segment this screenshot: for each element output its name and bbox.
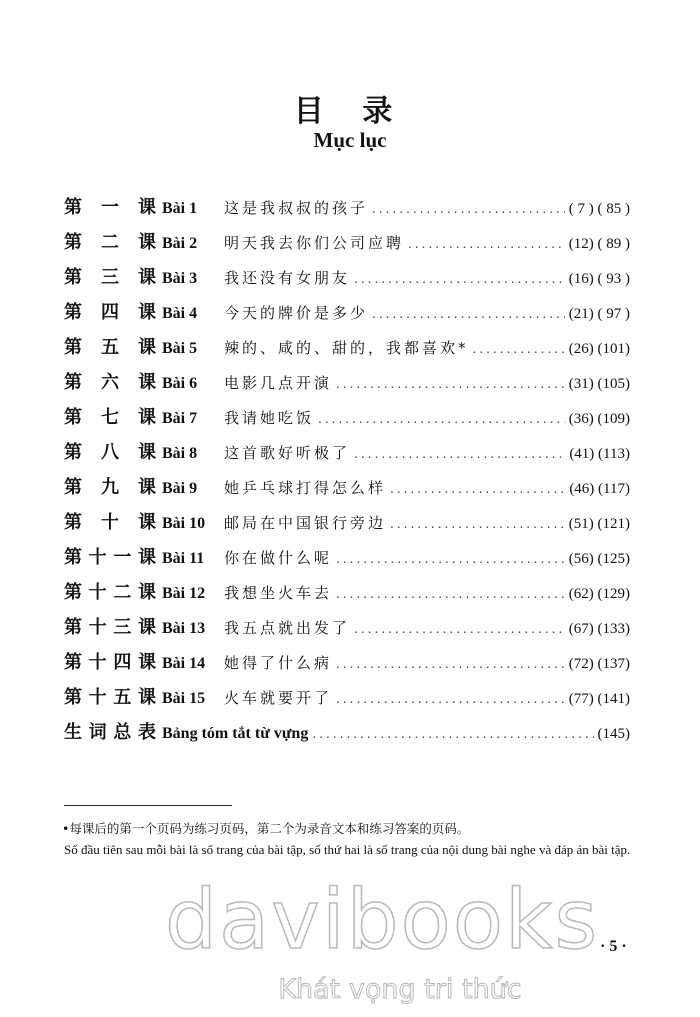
toc-entry[interactable] [64, 540, 630, 575]
lesson-title: 今天的牌价是多少 [224, 304, 369, 322]
dot-leader [372, 192, 565, 227]
lesson-title: 明天我去你们公司应聘 [224, 234, 405, 252]
dot-leader [312, 717, 593, 752]
toc-entry[interactable] [64, 330, 630, 365]
toc-entry[interactable] [64, 435, 630, 470]
page-refs: (56) (125) [568, 551, 630, 567]
page-refs: (51) (121) [568, 516, 630, 532]
lesson-title: 她乒乓球打得怎么样 [224, 479, 387, 497]
lesson-number-cn: 第七课 [64, 407, 156, 428]
toc-entry[interactable] [64, 295, 630, 330]
page-subtitle: Mục lục [313, 128, 387, 152]
toc-entry[interactable] [64, 575, 630, 610]
dot-leader [390, 507, 565, 542]
table-of-contents [64, 190, 630, 750]
lesson-number-vn: Bài 8 [162, 445, 198, 462]
footnote-vn: Số đầu tiên sau mỗi bài là số trang của bài tập, số thứ hai là số trang của nội dung bài nghe và đáp án bài tập. [64, 842, 631, 857]
lesson-number-cn: 第一课 [64, 197, 156, 218]
lesson-title: 我请她吃饭 [224, 409, 315, 427]
lesson-number-vn: Bài 6 [162, 375, 198, 392]
lesson-number-vn: Bài 11 [162, 550, 205, 567]
lesson-number-cn: 第十二课 [64, 582, 156, 603]
lesson-number-vn: Bài 4 [162, 305, 198, 322]
dot-leader [372, 297, 565, 332]
page-refs: (12) ( 89 ) [568, 236, 630, 252]
toc-entry[interactable] [64, 470, 630, 505]
lesson-number-cn: 第十三课 [64, 617, 156, 638]
lesson-title: 这首歌好听极了 [224, 444, 351, 462]
dot-leader [408, 227, 565, 262]
page-refs: (145) [597, 726, 630, 742]
lesson-number-cn: 第九课 [64, 477, 156, 498]
toc-entry[interactable] [64, 400, 630, 435]
lesson-number-vn: Bài 13 [162, 620, 206, 637]
lesson-title: 你在做什么呢 [224, 549, 333, 567]
page-refs: (41) (113) [569, 446, 630, 462]
page-refs: (67) (133) [568, 621, 630, 637]
page-refs: (77) (141) [568, 691, 630, 707]
dot-leader [390, 472, 565, 507]
lesson-number-cn: 第八课 [64, 442, 156, 463]
toc-entry[interactable] [64, 225, 630, 260]
lesson-title: 邮局在中国银行旁边 [224, 514, 387, 532]
dot-leader [318, 402, 565, 437]
lesson-number-cn: 第四课 [64, 302, 156, 323]
lesson-number-vn: Bài 3 [162, 270, 198, 287]
lesson-number-vn: Bài 15 [162, 690, 206, 707]
dot-leader [336, 577, 565, 612]
lesson-title: 这是我叔叔的孩子 [224, 199, 369, 217]
page-refs: (26) (101) [568, 341, 630, 357]
toc-entry[interactable] [64, 365, 630, 400]
lesson-number-vn: Bài 7 [162, 410, 198, 427]
footnote-rule [64, 805, 232, 806]
toc-entry[interactable] [64, 645, 630, 680]
lesson-number-cn: 第十课 [64, 512, 156, 533]
lesson-number-cn: 第十五课 [64, 687, 156, 708]
dot-leader [336, 682, 565, 717]
lesson-number-cn: 第十一课 [64, 547, 156, 568]
page-number: · 5 · [600, 938, 627, 955]
dot-leader [354, 437, 565, 472]
page-refs: (62) (129) [568, 586, 630, 602]
dot-leader [336, 367, 565, 402]
footnote-cn: •每课后的第一个页码为练习页码，第二个为录音文本和练习答案的页码。 [62, 821, 470, 836]
vocab-title: Bảng tóm tắt từ vựng [162, 725, 309, 742]
lesson-number-vn: Bài 14 [162, 655, 206, 672]
page-title: 目 录 [293, 94, 407, 129]
dot-leader [336, 647, 565, 682]
lesson-title: 我还没有女朋友 [224, 269, 351, 287]
dot-leader [473, 332, 565, 367]
vocab-label-cn: 生词总表 [64, 722, 156, 743]
toc-entry[interactable] [64, 680, 630, 715]
lesson-number-cn: 第五课 [64, 337, 156, 358]
toc-entry-vocabulary[interactable] [64, 715, 630, 750]
page-refs: ( 7 ) ( 85 ) [568, 201, 630, 217]
lesson-number-vn: Bài 10 [162, 515, 206, 532]
page-refs: (31) (105) [568, 376, 630, 392]
dot-leader [336, 542, 565, 577]
lesson-title: 辣的、咸的、甜的，我都喜欢* [224, 339, 469, 357]
lesson-number-cn: 第十四课 [64, 652, 156, 673]
toc-entry[interactable] [64, 190, 630, 225]
lesson-number-vn: Bài 12 [162, 585, 206, 602]
watermark-logo: davibooks [165, 873, 600, 968]
toc-entry[interactable] [64, 260, 630, 295]
watermark-tagline: Khát vọng tri thức [278, 974, 522, 1005]
dot-leader [354, 612, 565, 647]
lesson-number-cn: 第六课 [64, 372, 156, 393]
lesson-number-vn: Bài 2 [162, 235, 198, 252]
lesson-title: 火车就要开了 [224, 689, 333, 707]
lesson-number-vn: Bài 5 [162, 340, 198, 357]
lesson-title: 她得了什么病 [224, 654, 333, 672]
lesson-number-cn: 第三课 [64, 267, 156, 288]
page-refs: (72) (137) [568, 656, 630, 672]
lesson-title: 电影几点开演 [224, 374, 333, 392]
lesson-title: 我五点就出发了 [224, 619, 351, 637]
page-refs: (36) (109) [568, 411, 630, 427]
page-refs: (16) ( 93 ) [568, 271, 630, 287]
page-refs: (46) (117) [569, 481, 630, 497]
lesson-title: 我想坐火车去 [224, 584, 333, 602]
toc-entry[interactable] [64, 505, 630, 540]
toc-entry[interactable] [64, 610, 630, 645]
lesson-number-cn: 第二课 [64, 232, 156, 253]
lesson-number-vn: Bài 9 [162, 480, 198, 497]
page-refs: (21) ( 97 ) [568, 306, 630, 322]
lesson-number-vn: Bài 1 [162, 200, 198, 217]
dot-leader [354, 262, 565, 297]
